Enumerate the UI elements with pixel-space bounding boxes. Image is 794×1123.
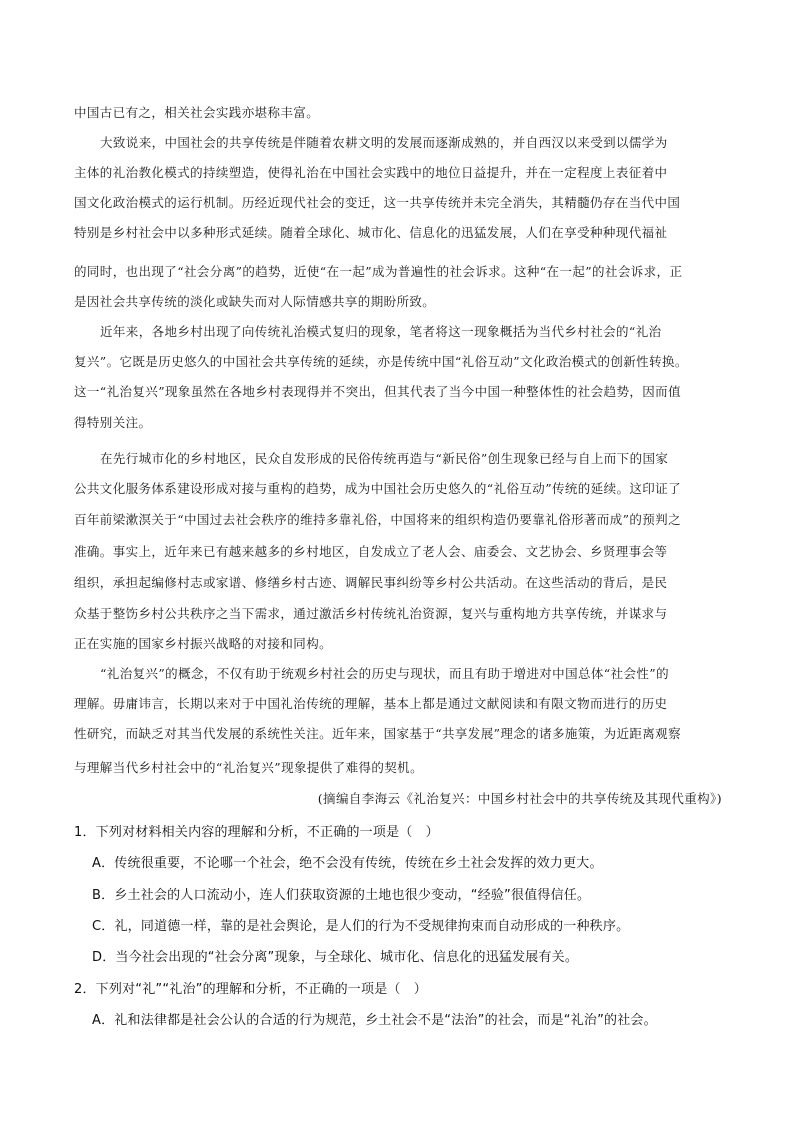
passage-source: (摘编自李海云《礼治复兴：中国乡村社会中的共享传统及其现代重构》) bbox=[317, 791, 722, 806]
passage-line: 性研究，而缺乏对其当代发展的系统性关注。近年来，国家基于“共享发展”理念的诸多施策，为近距离观察 bbox=[74, 726, 681, 741]
passage-line: 复兴”。它既是历史悠久的中国社会共享传统的延续，亦是传统中国“礼俗互动”文化政治模式的创新性转换。 bbox=[74, 354, 688, 369]
answer-option[interactable]: C．礼，同道德一样，靠的是社会舆论，是人们的行为不受规律拘束而自动形成的一种秩序。 bbox=[92, 919, 630, 934]
passage-line: 正在实施的国家乡村振兴战略的对接和同构。 bbox=[74, 636, 333, 651]
passage-line: 的同时，也出现了“社会分离”的趋势，近使“在一起”成为普遍性的社会诉求。这种“在一起”的社会诉求，正 bbox=[74, 264, 683, 279]
passage-line: 公共文化服务体系建设形成对接与重构的趋势，成为中国社会历史悠久的“礼俗互动”传统的延续。这印证了 bbox=[74, 481, 681, 496]
passage-line: 百年前梁漱溟关于“中国过去社会秩序的维持多靠礼俗，中国将来的组织构造仍要靠礼俗形著而成”的预判之 bbox=[74, 512, 681, 527]
answer-option[interactable]: D．当今社会出现的“社会分离”现象，与全球化、城市化、信息化的迅猛发展有关。 bbox=[92, 950, 579, 965]
question-stem: 2．下列对“礼”“礼治”的理解和分析，不正确的一项是（ ） bbox=[74, 982, 428, 997]
answer-option[interactable]: B．乡土社会的人口流动小，连人们获取资源的土地也很少变动，“经验”很值得信任。 bbox=[92, 888, 591, 903]
passage-line: 主体的礼治教化模式的持续塑造，使得礼治在中国社会实践中的地位日益提升，并在一定程度上表征着中 bbox=[74, 165, 668, 180]
passage-line: 与理解当代乡村社会中的“礼治复兴”现象提供了难得的契机。 bbox=[74, 760, 423, 775]
passage-line: 组织，承担起编修村志或家谱、修缮乡村古迹、调解民事纠纷等乡村公共活动。在这些活动的背后，是民 bbox=[74, 575, 668, 590]
answer-option[interactable]: A．礼和法律都是社会公认的合适的行为规范，乡土社会不是“法治”的社会，而是“礼治”的社会。 bbox=[92, 1013, 657, 1028]
passage-line: 众基于整饬乡村公共秩序之当下需求，通过激活乡村传统礼治资源，复兴与重构地方共享传统，并谋求与 bbox=[74, 606, 668, 621]
passage-line: 在先行城市化的乡村地区，民众自发形成的民俗传统再造与“新民俗”创生现象已经与自上而下的国家 bbox=[100, 451, 669, 466]
answer-option[interactable]: A．传统很重要，不论哪一个社会，绝不会没有传统，传统在乡土社会发挥的效力更大。 bbox=[92, 856, 603, 871]
passage-line: “礼治复兴”的概念，不仅有助于统观乡村社会的历史与现状，而且有助于增进对中国总体“社会性”的 bbox=[100, 666, 669, 681]
passage-line: 近年来，各地乡村出现了向传统礼治模式复归的现象，笔者将这一现象概括为当代乡村社会的“礼治 bbox=[100, 324, 662, 339]
question-stem: 1．下列对材料相关内容的理解和分析，不正确的一项是（ ） bbox=[74, 825, 439, 840]
passage-line: 中国古已有之，相关社会实践亦堪称丰富。 bbox=[74, 105, 320, 120]
passage-line: 理解。毋庸讳言，长期以来对于中国礼治传统的理解，基本上都是通过文献阅读和有限文物而进行的历史 bbox=[74, 696, 668, 711]
passage-line: 是因社会共享传统的淡化或缺失而对人际情感共享的期盼所致。 bbox=[74, 294, 436, 309]
passage-line: 得特别关注。 bbox=[74, 415, 152, 430]
passage-line: 这一“礼治复兴”现象虽然在各地乡村表现得并不突出，但其代表了当今中国一种整体性的社会趋势，因而值 bbox=[74, 384, 681, 399]
passage-line: 特别是乡村社会中以多种形式延续。随着全球化、城市化、信息化的迅猛发展，人们在享受种种现代福祉 bbox=[74, 225, 668, 240]
passage-line: 国文化政治模式的运行机制。历经近现代社会的变迁，这一共享传统并未完全消失，其精髓仍存在当代中国 bbox=[74, 195, 681, 210]
passage-line: 准确。事实上，近年来已有越来越多的乡村地区，自发成立了老人会、庙委会、文艺协会、乡贤理事会等 bbox=[74, 544, 668, 559]
passage-line: 大致说来，中国社会的共享传统是伴随着农耕文明的发展而逐渐成熟的，并自西汉以来受到以儒学为 bbox=[100, 135, 668, 150]
